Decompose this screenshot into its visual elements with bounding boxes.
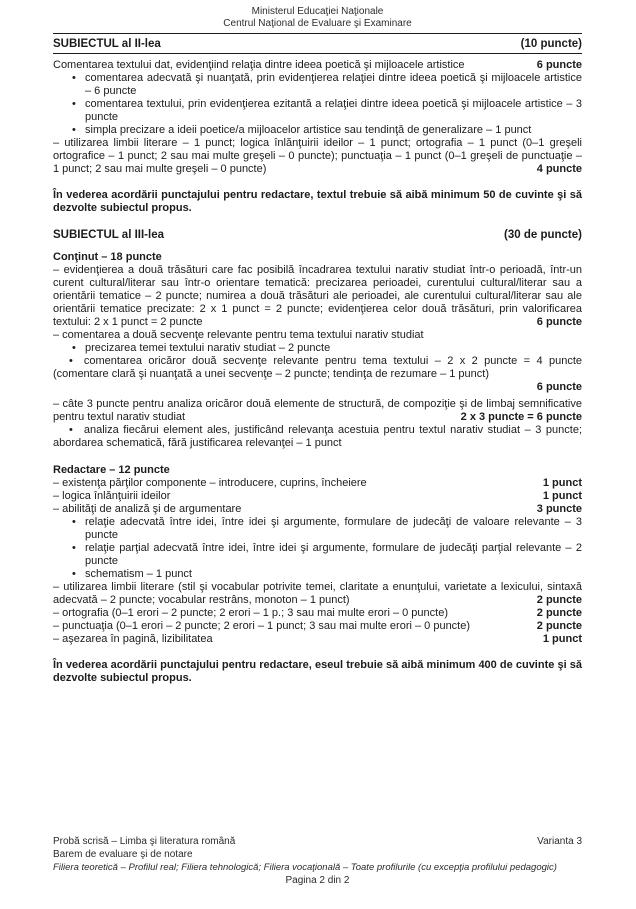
bullet-icon: • bbox=[69, 424, 73, 436]
redactare-item-text: – logica înlănţuirii ideilor bbox=[53, 490, 171, 502]
redactare-item-punctuatia bbox=[53, 620, 582, 633]
bullet-text: comentarea adecvată şi nuanţată, prin evidenţierea relaţiei dintre ideea poetică şi mijloacele artistice – 6 puncte bbox=[85, 72, 582, 97]
subject2-intro-line bbox=[53, 59, 582, 72]
redactare-item-text: – existenţa părţilor componente – introducere, cuprins, încheiere bbox=[53, 477, 367, 489]
continut-item3-text: – câte 3 puncte pentru analiza oricăror două elemente de structură, de compoziţie şi de limbaj semnificative pentru textul narativ studiat bbox=[53, 398, 582, 423]
document-header bbox=[53, 0, 582, 34]
redactare-item-points: 1 punct bbox=[542, 490, 582, 502]
evaluation-center-name: Centrul Naţional de Evaluare şi Examinare bbox=[223, 18, 412, 29]
subject2-bullet-3 bbox=[53, 124, 582, 137]
continut-item1-points: 6 puncte bbox=[531, 316, 582, 329]
continut-item3-bullet bbox=[53, 424, 582, 450]
subject3-note: În vederea acordării punctajului pentru redactare, eseul trebuie să aibă minimum 400 de cuvinte şi să dezvolte subiectul propus. bbox=[53, 659, 582, 684]
redactare-heading: Redactare – 12 puncte bbox=[53, 464, 170, 476]
filiera-note: Filiera teoretică – Profilul real; Filiera tehnologică; Filiera vocaţională – Toate profilurile (cu excepţia profilului pedagogic) bbox=[53, 862, 557, 873]
bullet-text: precizarea temei textului narativ studiat – 2 puncte bbox=[85, 342, 331, 354]
redactare-item-points: 3 puncte bbox=[536, 503, 582, 515]
subject2-language-points: 4 puncte bbox=[531, 163, 582, 176]
continut-item3 bbox=[53, 398, 582, 424]
continut-item3-points: 2 x 3 puncte = 6 puncte bbox=[455, 411, 582, 424]
redactare-language-points: 2 puncte bbox=[531, 594, 582, 607]
redactare-item-text: – abilităţi de analiză şi de argumentare bbox=[53, 503, 242, 515]
bullet-text: relaţie parţial adecvată între idei, între idei şi argumente, formulare de judecăţi parţial relevante – 2 puncte bbox=[85, 542, 582, 567]
redactare-item-points: 2 puncte bbox=[536, 607, 582, 619]
subject2-bullet-1 bbox=[53, 72, 582, 98]
subject2-intro-points: 6 puncte bbox=[536, 59, 582, 71]
document-footer bbox=[53, 835, 582, 887]
redactare-item-text: – aşezarea în pagină, lizibilitatea bbox=[53, 633, 213, 645]
redactare-item-points: 1 punct bbox=[542, 633, 582, 645]
redactare-item-2 bbox=[53, 490, 582, 503]
bullet-icon: • bbox=[72, 516, 76, 528]
continut-heading: Conţinut – 18 puncte bbox=[53, 251, 162, 263]
bullet-icon: • bbox=[69, 355, 73, 367]
redactare-language-paragraph bbox=[53, 581, 582, 607]
bullet-icon: • bbox=[72, 542, 76, 554]
continut-item2-points: 6 puncte bbox=[536, 381, 582, 393]
exam-name: Probă scrisă – Limba şi literatura română bbox=[53, 836, 236, 847]
redactare-item-asezarea bbox=[53, 633, 582, 646]
redactare-item-text: – ortografia (0–1 erori – 2 puncte; 2 erori – 1 p.; 3 sau mai multe erori – 0 puncte) bbox=[53, 607, 448, 619]
continut-item2-bullet-2 bbox=[53, 355, 582, 381]
bullet-text: schematism – 1 punct bbox=[85, 568, 192, 580]
bullet-icon: • bbox=[72, 342, 76, 354]
bullet-icon: • bbox=[72, 124, 76, 136]
redactare-language-text: – utilizarea limbii literare (stil şi vocabular potrivite temei, claritate a enunţului, varietate a lexicului, sintaxă adecvată – 2 puncte; vocabular restrâns, monoton – 1 punct) bbox=[53, 581, 582, 606]
subject3-heading bbox=[53, 229, 582, 244]
subject2-language-paragraph bbox=[53, 137, 582, 176]
redactare-item-3 bbox=[53, 503, 582, 516]
redactare-bullet-3 bbox=[53, 568, 582, 581]
bullet-icon: • bbox=[72, 568, 76, 580]
subject2-language-text: – utilizarea limbii literare – 1 punct; logica înlănţuirii ideilor – 1 punct; ortografia – 1 punct (0–1 greşeli ortografice – 1 punct; 2 sau mai multe greşeli – 0 puncte); punctuaţia – 1 punct (0–1 greşeli de punctuaţie – 1 punct; 2 sau mai multe greşeli – 0 puncte) bbox=[53, 137, 582, 175]
continut-item1 bbox=[53, 264, 582, 329]
subject2-intro-text: Comentarea textului dat, evidenţiind relaţia dintre ideea poetică şi mijloacele artistice bbox=[53, 59, 465, 71]
redactare-item-points: 1 punct bbox=[542, 477, 582, 489]
subject2-bullet-2 bbox=[53, 98, 582, 124]
subject3-points: (30 de puncte) bbox=[504, 229, 582, 241]
bullet-text: analiza fiecărui element ales, justificând relevanţa acestuia pentru textul narativ studiat – 3 puncte; abordarea schematică, fără justificarea relevanţei – 1 punct bbox=[53, 424, 582, 449]
redactare-item-points: 2 puncte bbox=[536, 620, 582, 632]
page-number: Pagina 2 din 2 bbox=[285, 875, 350, 886]
subject3-title: SUBIECTUL al III-lea bbox=[53, 229, 164, 241]
barem-label: Barem de evaluare şi de notare bbox=[53, 849, 193, 860]
continut-item2-bullet-1 bbox=[53, 342, 582, 355]
subject2-points: (10 puncte) bbox=[520, 38, 582, 50]
redactare-item-1 bbox=[53, 477, 582, 490]
bullet-text: relaţie adecvată între idei, între idei şi argumente, formulare de judecăţi de valoare relevante – 3 puncte bbox=[85, 516, 582, 541]
bullet-icon: • bbox=[72, 72, 76, 84]
ministry-name: Ministerul Educaţiei Naţionale bbox=[251, 6, 384, 17]
variant-label: Varianta 3 bbox=[537, 836, 582, 847]
subject2-note: În vederea acordării punctajului pentru redactare, textul trebuie să aibă minimum 50 de cuvinte şi să dezvolte subiectul propus. bbox=[53, 189, 582, 214]
redactare-item-text: – punctuaţia (0–1 erori – 2 puncte; 2 erori – 1 punct; 3 sau mai multe erori – 0 puncte) bbox=[53, 620, 471, 632]
subject2-heading bbox=[53, 38, 582, 54]
continut-item2-text: – comentarea a două secvenţe relevante pentru tema textului narativ studiat bbox=[53, 329, 424, 341]
bullet-text: comentarea oricăror două secvenţe relevante pentru tema textului – 2 x 2 puncte = 4 puncte (comentare clară şi nuanţată a unei secvenţe – 2 puncte; tendinţa de rezumare – 1 punct) bbox=[53, 355, 582, 380]
bullet-text: comentarea textului, prin evidenţierea ezitantă a relaţiei dintre ideea poetică şi mijloacele artistice – 3 puncte bbox=[85, 98, 582, 123]
redactare-item-ortografia bbox=[53, 607, 582, 620]
redactare-bullet-2 bbox=[53, 542, 582, 568]
bullet-icon: • bbox=[72, 98, 76, 110]
continut-item1-text: – evidenţierea a două trăsături care fac posibilă încadrarea textului narativ studiat într-o perioadă, într-un curent cultural/literar sau într-o orientare tematică: precizarea perioadei, curentului cultural/literar sau a orientării tematice – 2 puncte; numirea a două trăsături ale perioadei, ale curentului cultural/literar sau ale orientării tematice precizate: 2 x 1 punct = 2 puncte; evidenţierea celor două trăsături, prin valorificarea textului: 2 x 1 punct = 2 puncte bbox=[53, 264, 582, 328]
footer-row-1 bbox=[53, 835, 582, 848]
bullet-text: simpla precizare a ideii poetice/a mijloacelor artistice sau tendinţă de generalizare – 1 punct bbox=[85, 124, 532, 136]
redactare-bullet-1 bbox=[53, 516, 582, 542]
subject2-title: SUBIECTUL al II-lea bbox=[53, 38, 161, 50]
